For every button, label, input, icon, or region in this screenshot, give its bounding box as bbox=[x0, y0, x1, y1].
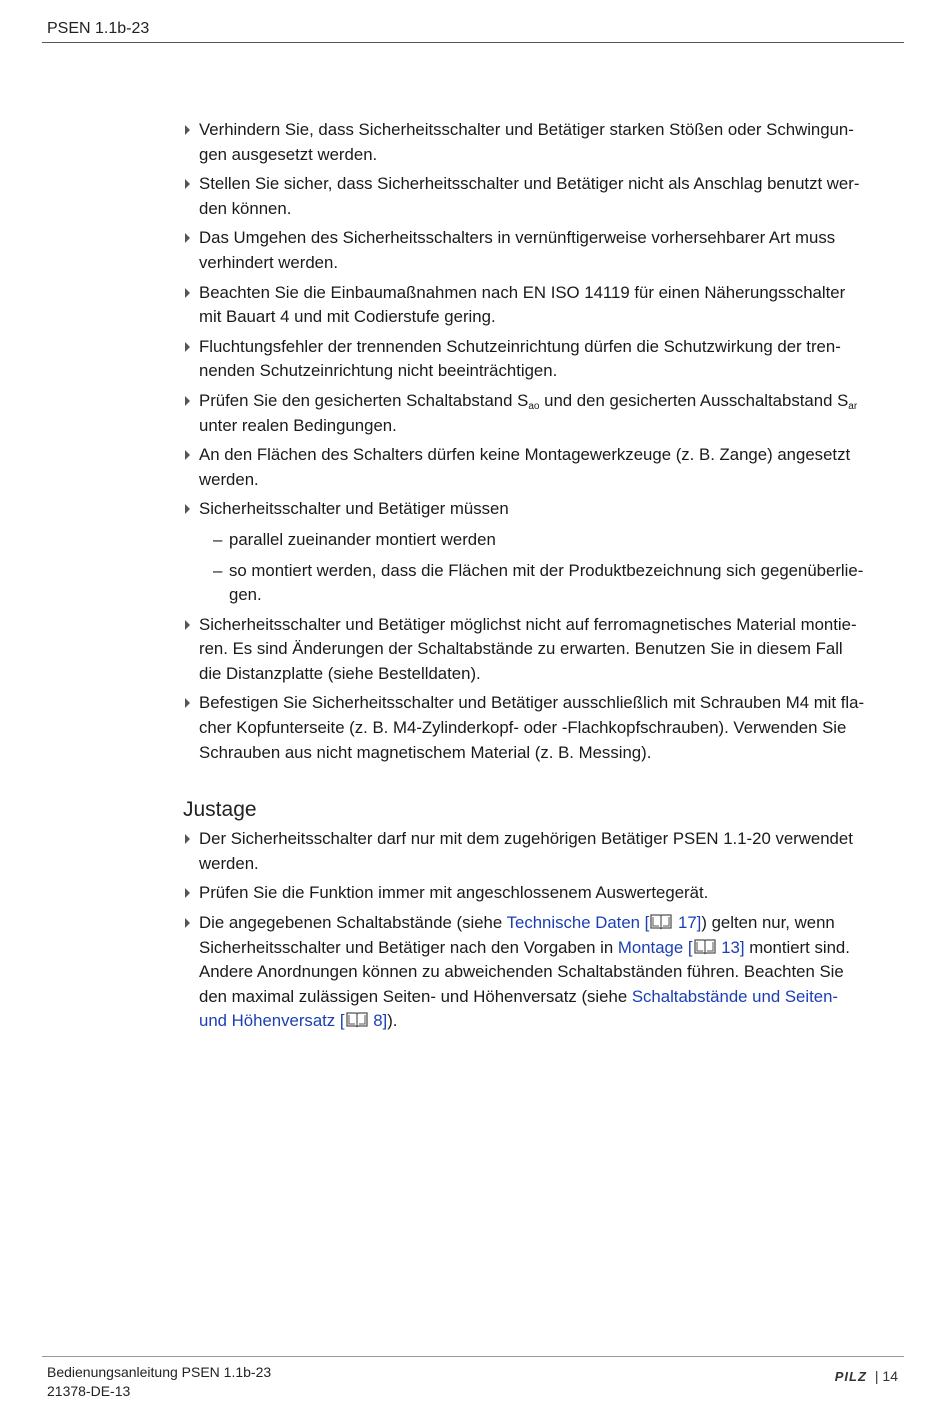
list-item-line: werden. bbox=[199, 853, 259, 873]
list-item-line: mit Bauart 4 und mit Codierstufe gering. bbox=[199, 307, 496, 327]
dash-mark: – bbox=[213, 529, 223, 549]
bullet-arrow-icon bbox=[185, 396, 190, 406]
bullet-arrow-icon bbox=[185, 233, 190, 243]
list-item bbox=[183, 118, 905, 167]
list-item-line: Schrauben aus nicht magnetischem Material (z. B. Messing). bbox=[199, 742, 652, 762]
list-item-text: Die angegebenen Schaltabstände (siehe bbox=[199, 913, 507, 933]
list-item-text: Andere Anordnungen können zu abweichenden Schaltabständen führen. Beachten Sie bbox=[199, 962, 844, 982]
list-item-line: werden. bbox=[199, 469, 259, 489]
list-item-line: Beachten Sie die Einbaumaßnahmen nach EN ISO 14119 für einen Näherungsschalter bbox=[199, 282, 846, 302]
bullet-arrow-icon bbox=[185, 918, 190, 928]
sub-list-item bbox=[183, 559, 905, 608]
bullet-arrow-icon bbox=[185, 125, 190, 135]
book-icon bbox=[694, 938, 716, 955]
list-item bbox=[183, 281, 905, 330]
link-schaltabstaende[interactable]: Schaltabstände und Seiten- bbox=[631, 986, 839, 1006]
header-title: PSEN 1.1b-23 bbox=[47, 20, 150, 37]
list-item-line: ren. Es sind Änderungen der Schaltabstände zu erwarten. Benutzen Sie in diesem Fall bbox=[199, 639, 843, 659]
list-item-line: Das Umgehen des Sicherheitsschalters in vernünftigerweise vorhersehbarer Art muss bbox=[199, 228, 836, 248]
link-bracket[interactable]: [ bbox=[644, 913, 650, 933]
pilz-logo: PILZ bbox=[834, 1368, 867, 1384]
link-page[interactable]: 8] bbox=[368, 1011, 388, 1031]
list-item bbox=[183, 497, 905, 522]
list-item bbox=[183, 443, 905, 492]
list-item-line: Der Sicherheitsschalter darf nur mit dem zugehörigen Betätiger PSEN 1.1-20 verwendet bbox=[199, 829, 853, 849]
footer-doc-title: Bedienungsanleitung PSEN 1.1b-23 bbox=[47, 1364, 272, 1380]
list-item-line: Sicherheitsschalter und Betätiger möglichst nicht auf ferromagnetisches Material montie- bbox=[199, 614, 857, 634]
list-item-text: montiert sind. bbox=[744, 937, 850, 957]
list-item-line: den können. bbox=[199, 198, 292, 218]
list-item-line: Verhindern Sie, dass Sicherheitsschalter und Betätiger starken Stößen oder Schwingun- bbox=[199, 120, 854, 139]
bullet-arrow-icon bbox=[185, 450, 190, 460]
header-divider bbox=[42, 42, 904, 43]
list-item-text: Prüfen Sie die Funktion immer mit angeschlossenem Auswertegerät. bbox=[199, 883, 709, 903]
list-item bbox=[183, 691, 905, 765]
list-item-line: Befestigen Sie Sicherheitsschalter und Betätiger ausschließlich mit Schrauben M4 mit fla- bbox=[199, 693, 865, 713]
list-item-text: Prüfen Sie den gesicherten Schaltabstand S bbox=[199, 390, 529, 410]
list-item bbox=[183, 172, 905, 221]
list-item-line: An den Flächen des Schalters dürfen keine Montagewerkzeuge (z. B. Zange) angesetzt bbox=[199, 445, 851, 465]
list-item bbox=[183, 911, 905, 1034]
bullet-arrow-icon bbox=[185, 698, 190, 708]
bullet-arrow-icon bbox=[185, 288, 190, 298]
list-item-text: und den gesicherten Ausschaltabstand S bbox=[539, 390, 849, 410]
footer-divider bbox=[42, 1356, 904, 1357]
link-schaltabstaende-cont[interactable] bbox=[199, 1011, 387, 1030]
link-bracket[interactable]: [ bbox=[683, 937, 693, 957]
list-item-line: Stellen Sie sicher, dass Sicherheitsschalter und Betätiger nicht als Anschlag benutzt wer- bbox=[199, 174, 860, 194]
footer-doc-number: 21378-DE-13 bbox=[47, 1383, 131, 1399]
footer-right bbox=[835, 1368, 898, 1384]
sub-list-item-line: gen. bbox=[229, 585, 262, 605]
list-item bbox=[183, 881, 905, 906]
link-page[interactable]: 13] bbox=[716, 937, 745, 957]
link-label[interactable]: Montage bbox=[617, 937, 684, 957]
link-technische-daten[interactable] bbox=[507, 913, 702, 932]
link-montage[interactable] bbox=[618, 938, 745, 957]
subscript: ao bbox=[528, 400, 540, 412]
list-item-text: ) gelten nur, wenn bbox=[701, 913, 835, 933]
subscript: ar bbox=[848, 400, 858, 412]
bullet-arrow-icon bbox=[185, 834, 190, 844]
list-item-text: den maximal zulässigen Seiten- und Höhenversatz (siehe bbox=[199, 986, 632, 1006]
list-item-text: ). bbox=[387, 1011, 398, 1031]
list-item bbox=[183, 827, 905, 876]
list-item-line: unter realen Bedingungen. bbox=[199, 415, 397, 435]
link-page[interactable]: 17] bbox=[673, 913, 702, 933]
list-item-line: gen ausgesetzt werden. bbox=[199, 144, 378, 164]
link-label[interactable]: Technische Daten bbox=[506, 913, 640, 933]
book-icon bbox=[346, 1011, 368, 1028]
sub-list-item bbox=[183, 528, 905, 553]
list-item-line: nenden Schutzeinrichtung nicht beeinträchtigen. bbox=[199, 361, 558, 381]
list-item-text: Sicherheitsschalter und Betätiger nach den Vorgaben in bbox=[199, 937, 618, 957]
sub-list-item-line: so montiert werden, dass die Flächen mit der Produktbezeichnung sich gegenüberlie- bbox=[229, 560, 864, 580]
list-item-line: die Distanzplatte (siehe Bestelldaten). bbox=[199, 663, 481, 683]
section-heading-justage: Justage bbox=[183, 798, 257, 822]
list-item bbox=[183, 335, 905, 384]
dash-mark: – bbox=[213, 560, 223, 580]
list-item-line: Fluchtungsfehler der trennenden Schutzeinrichtung dürfen die Schutzwirkung der tren- bbox=[199, 336, 841, 356]
bullet-arrow-icon bbox=[185, 888, 190, 898]
main-content bbox=[183, 118, 905, 1039]
list-item-line: verhindert werden. bbox=[199, 252, 338, 272]
list-item bbox=[183, 613, 905, 687]
bullet-arrow-icon bbox=[185, 179, 190, 189]
page-number: | 14 bbox=[874, 1368, 898, 1384]
link-label[interactable]: und Höhenversatz bbox=[199, 1011, 336, 1031]
bullet-arrow-icon bbox=[185, 504, 190, 514]
bullet-arrow-icon bbox=[185, 620, 190, 630]
list-item-text: Sicherheitsschalter und Betätiger müssen bbox=[199, 499, 509, 519]
bullet-arrow-icon bbox=[185, 342, 190, 352]
list-item bbox=[183, 226, 905, 275]
footer-doc-info bbox=[47, 1363, 271, 1401]
link-bracket[interactable]: [ bbox=[335, 1011, 345, 1031]
list-item-line: cher Kopfunterseite (z. B. M4-Zylinderkopf- oder -Flachkopfschrauben). Verwenden Sie bbox=[199, 718, 847, 738]
sub-list-item-text: parallel zueinander montiert werden bbox=[229, 529, 496, 549]
list-item bbox=[183, 389, 905, 438]
book-icon bbox=[650, 913, 672, 930]
